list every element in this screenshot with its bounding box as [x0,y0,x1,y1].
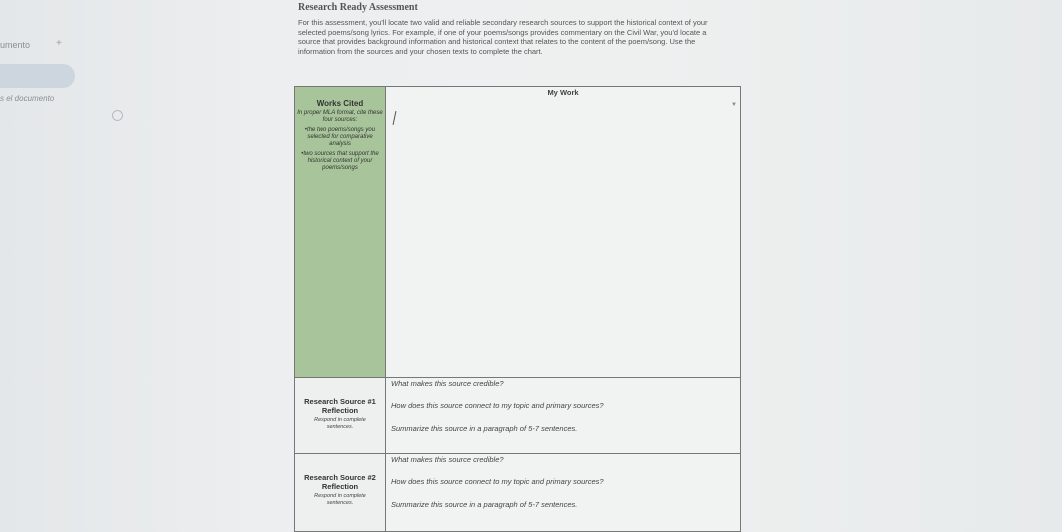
research-source-2-label [295,454,386,531]
text-cursor [393,111,397,125]
document-title: Research Ready Assessment [298,2,418,13]
summary-question: Summarize this source in a paragraph of 5-7 sentences. [391,500,578,509]
sidebar-fragment-top: umento [0,40,31,50]
works-cited-cell [295,87,386,378]
works-cited-list [295,127,385,172]
docs-sidebar [0,0,130,532]
connection-question: How does this source connect to my topic and primary sources? [391,401,604,410]
summary-question: Summarize this source in a paragraph of 5-7 sentences. [391,424,578,433]
connection-question: How does this source connect to my topic and primary sources? [391,477,604,486]
sidebar-active-tab[interactable] [0,64,75,88]
cell-menu-icon[interactable]: ▼ [731,102,737,108]
research-source-1-response[interactable] [386,378,740,454]
research-source-title: Research Source #2 Reflection [304,473,376,491]
radio-icon[interactable] [112,110,123,121]
works-cited-intro: In proper MLA format, cite these four sources: [297,110,383,123]
credibility-question: What makes this source credible? [391,379,504,388]
research-source-1-label [295,378,386,454]
works-cited-title: Works Cited [316,99,364,108]
assessment-table [294,86,741,532]
my-work-input-area[interactable] [386,99,740,378]
works-cited-item: • the two poems/songs you selected for comparative analysis [295,127,385,148]
research-source-title: Research Source #1 Reflection [304,397,376,415]
my-work-header: My Work [386,87,740,100]
research-source-2-response[interactable] [386,454,740,531]
research-source-note: Respond in complete sentences. [314,417,366,430]
sidebar-fragment-bottom: s el documento [0,94,55,103]
works-cited-item: • two sources that support the historical context of your poems/songs [295,151,385,172]
add-tab-icon[interactable]: + [56,38,62,49]
research-source-note: Respond in complete sentences. [314,493,366,506]
credibility-question: What makes this source credible? [391,455,504,464]
assessment-instructions: For this assessment, you'll locate two valid and reliable secondary research sources to support the historical context of your selected poems/song lyrics. For example, if one of your poems/songs provides commentary on the Civil War, you'd locate a source that provides background information and historical context that relates to the content of the poem/song. Use the information from the sources and your chosen texts to complete the chart. [298,18,708,56]
